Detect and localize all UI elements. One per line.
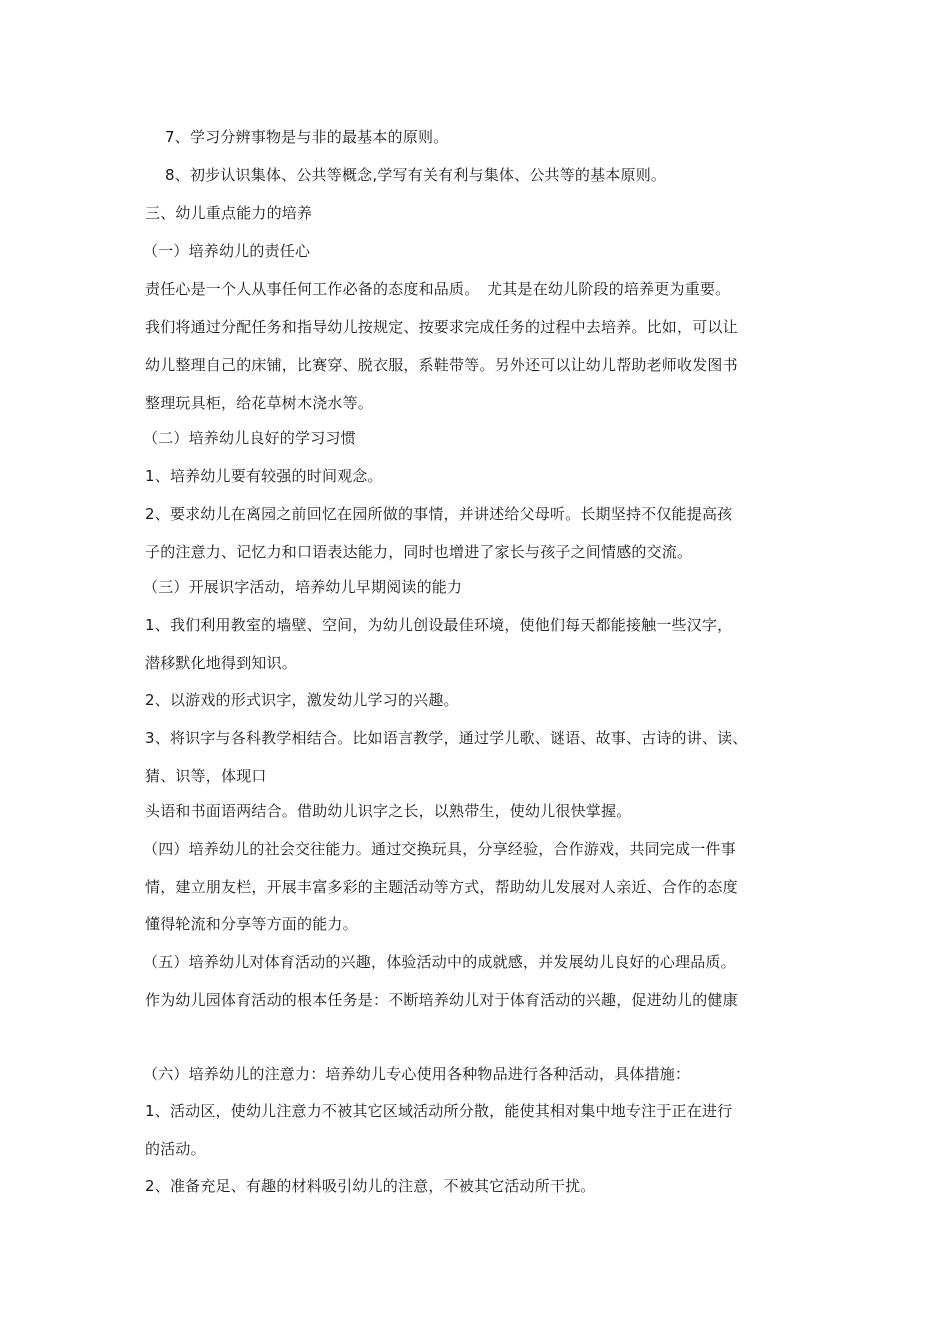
subheading-1: （一）培养幼儿的责任心 [143, 242, 311, 260]
section-heading-3: 三、幼儿重点能力的培养 [145, 204, 313, 222]
paragraph-line: 的活动。 [145, 1140, 206, 1158]
list-item: 3、将识字与各科教学相结合。比如语言教学，通过学儿歌、谜语、故事、古诗的讲、读、 [145, 729, 748, 747]
paragraph-line: 我们将通过分配任务和指导幼儿按规定、按要求完成任务的过程中去培养。比如，可以让 [145, 318, 738, 336]
list-item-8: 8、初步认识集体、公共等概念,学写有关有利与集体、公共等的基本原则。 [165, 166, 667, 184]
list-item: 2、准备充足、有趣的材料吸引幼儿的注意，不被其它活动所干扰。 [145, 1177, 596, 1195]
paragraph-line: 猜、识等，体现口 [145, 767, 267, 785]
paragraph-line: 整理玩具柜，给花草树木浇水等。 [145, 394, 374, 412]
paragraph-line: 头语和书面语两结合。借助幼儿识字之长，以熟带生，使幼儿很快掌握。 [145, 802, 632, 820]
list-item-7: 7、学习分辨事物是与非的最基本的原则。 [165, 128, 449, 146]
paragraph-line: 潜移默化地得到知识。 [145, 654, 298, 672]
subheading-5: （五）培养幼儿对体育活动的兴趣，体验活动中的成就感，并发展幼儿良好的心理品质。 [143, 953, 736, 971]
paragraph-line: 子的注意力、记忆力和口语表达能力，同时也增进了家长与孩子之间情感的交流。 [145, 543, 693, 561]
list-item: 1、培养幼儿要有较强的时间观念。 [145, 467, 383, 485]
list-item: 1、活动区，使幼儿注意力不被其它区域活动所分散，能使其相对集中地专注于正在进行 [145, 1102, 733, 1120]
list-item: 2、要求幼儿在离园之前回忆在园所做的事情，并讲述给父母听。长期坚持不仅能提高孩 [145, 505, 733, 523]
paragraph-line: 幼儿整理自己的床铺，比赛穿、脱衣服，系鞋带等。另外还可以让幼儿帮助老师收发图书 [145, 356, 738, 374]
list-item: 1、我们利用教室的墙壁、空间，为幼儿创设最佳环境，使他们每天都能接触一些汉字， [145, 616, 733, 634]
subheading-4: （四）培养幼儿的社会交往能力。通过交换玩具，分享经验，合作游戏，共同完成一件事 [143, 840, 736, 858]
paragraph-line: 责任心是一个人从事任何工作必备的态度和品质。 尤其是在幼儿阶段的培养更为重要。 [145, 280, 731, 298]
subheading-6: （六）培养幼儿的注意力：培养幼儿专心使用各种物品进行各种活动，具体措施： [143, 1065, 691, 1083]
list-item: 2、以游戏的形式识字，激发幼儿学习的兴趣。 [145, 691, 459, 709]
subheading-2: （二）培养幼儿良好的学习习惯 [143, 429, 356, 447]
paragraph-line: 懂得轮流和分享等方面的能力。 [145, 915, 358, 933]
paragraph-line: 情，建立朋友栏，开展丰富多彩的主题活动等方式，帮助幼儿发展对人亲近、合作的态度 [145, 878, 738, 896]
paragraph-line: 作为幼儿园体育活动的根本任务是：不断培养幼儿对于体育活动的兴趣，促进幼儿的健康 [145, 991, 738, 1009]
subheading-3: （三）开展识字活动，培养幼儿早期阅读的能力 [143, 578, 463, 596]
